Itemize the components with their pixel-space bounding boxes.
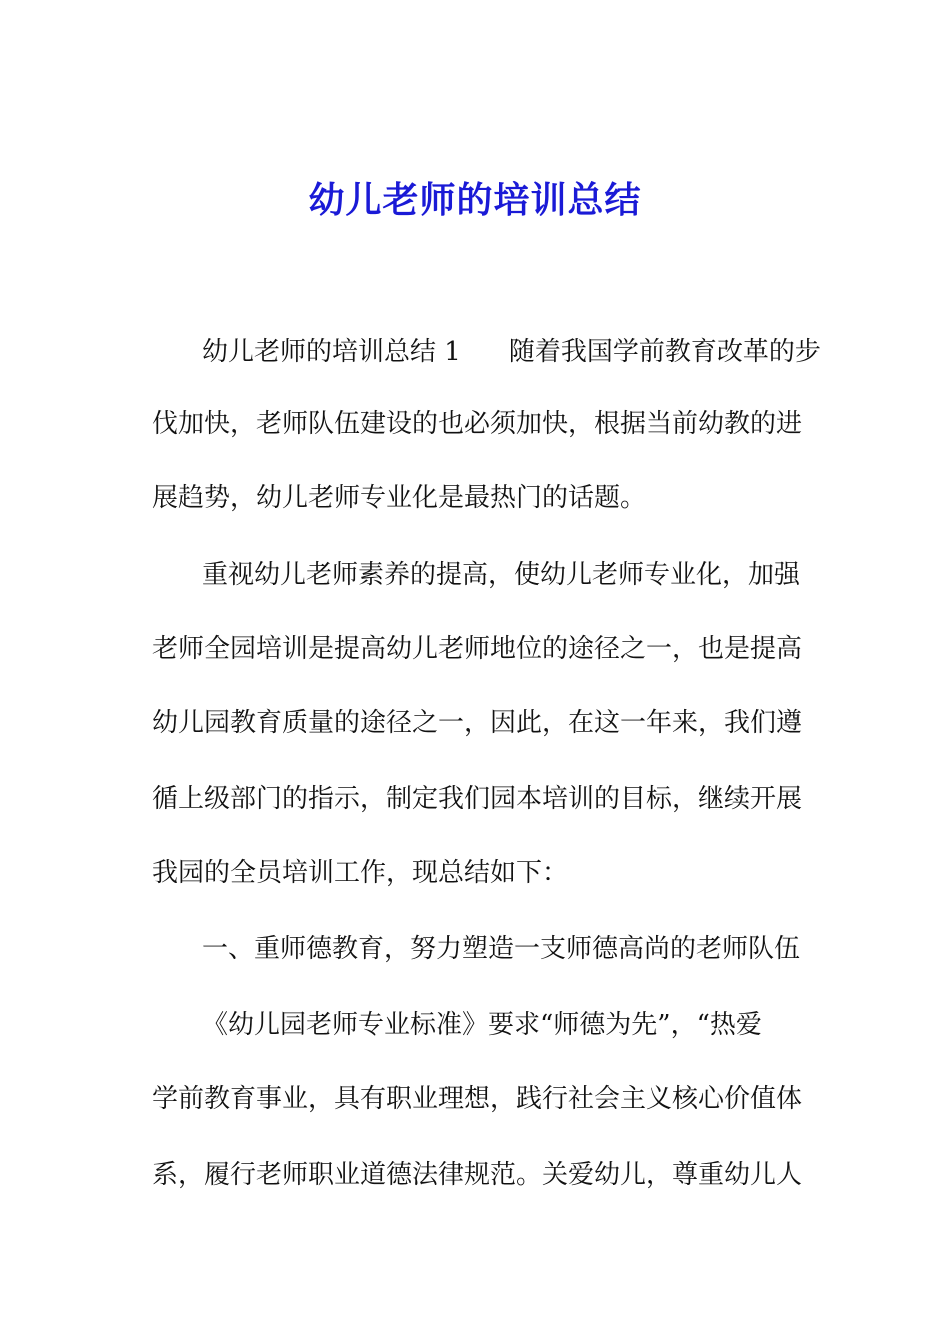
paragraph-text: 随着我国学前教育改革的步 <box>508 337 821 367</box>
paragraph-text: 学前教育事业，具有职业理想，践行社会主义核心价值体 <box>152 1084 803 1114</box>
paragraph-1-line-3 <box>0 478 950 518</box>
paragraph-2-line-1 <box>0 555 950 595</box>
paragraph-text: 《幼儿园老师专业标准》要求“师德为先”，“热爱 <box>202 1010 762 1040</box>
paragraph-3-line-3 <box>0 1155 950 1195</box>
paragraph-text: 展趋势，幼儿老师专业化是最热门的话题。 <box>152 483 647 513</box>
paragraph-text: 老师全园培训是提高幼儿老师地位的途径之一，也是提高 <box>152 634 803 664</box>
paragraph-1-line-2 <box>0 404 950 444</box>
paragraph-text: 伐加快，老师队伍建设的也必须加快，根据当前幼教的进 <box>152 409 803 439</box>
paragraph-3-line-1 <box>0 1005 950 1045</box>
paragraph-text: 系，履行老师职业道德法律规范。关爱幼儿，尊重幼儿人 <box>152 1160 803 1190</box>
document-title: 幼儿老师的培训总结 <box>308 180 642 221</box>
paragraph-2-line-4 <box>0 779 950 819</box>
heading-text: 一、重师德教育，努力塑造一支师德高尚的老师队伍 <box>202 934 801 964</box>
paragraph-1-line-1 <box>0 332 950 372</box>
section-heading-inline: 幼儿老师的培训总结 1 <box>202 337 461 367</box>
paragraph-3-line-2 <box>0 1079 950 1119</box>
paragraph-text: 重视幼儿老师素养的提高，使幼儿老师专业化，加强 <box>202 560 801 590</box>
paragraph-text: 循上级部门的指示，制定我们园本培训的目标，继续开展 <box>152 784 803 814</box>
paragraph-text: 我园的全员培训工作，现总结如下： <box>152 858 569 888</box>
paragraph-2-line-3 <box>0 703 950 743</box>
paragraph-2-line-5 <box>0 853 950 893</box>
paragraph-text: 幼儿园教育质量的途径之一，因此，在这一年来，我们遵 <box>152 708 803 738</box>
paragraph-2-line-2 <box>0 629 950 669</box>
section-heading-1 <box>0 929 950 969</box>
